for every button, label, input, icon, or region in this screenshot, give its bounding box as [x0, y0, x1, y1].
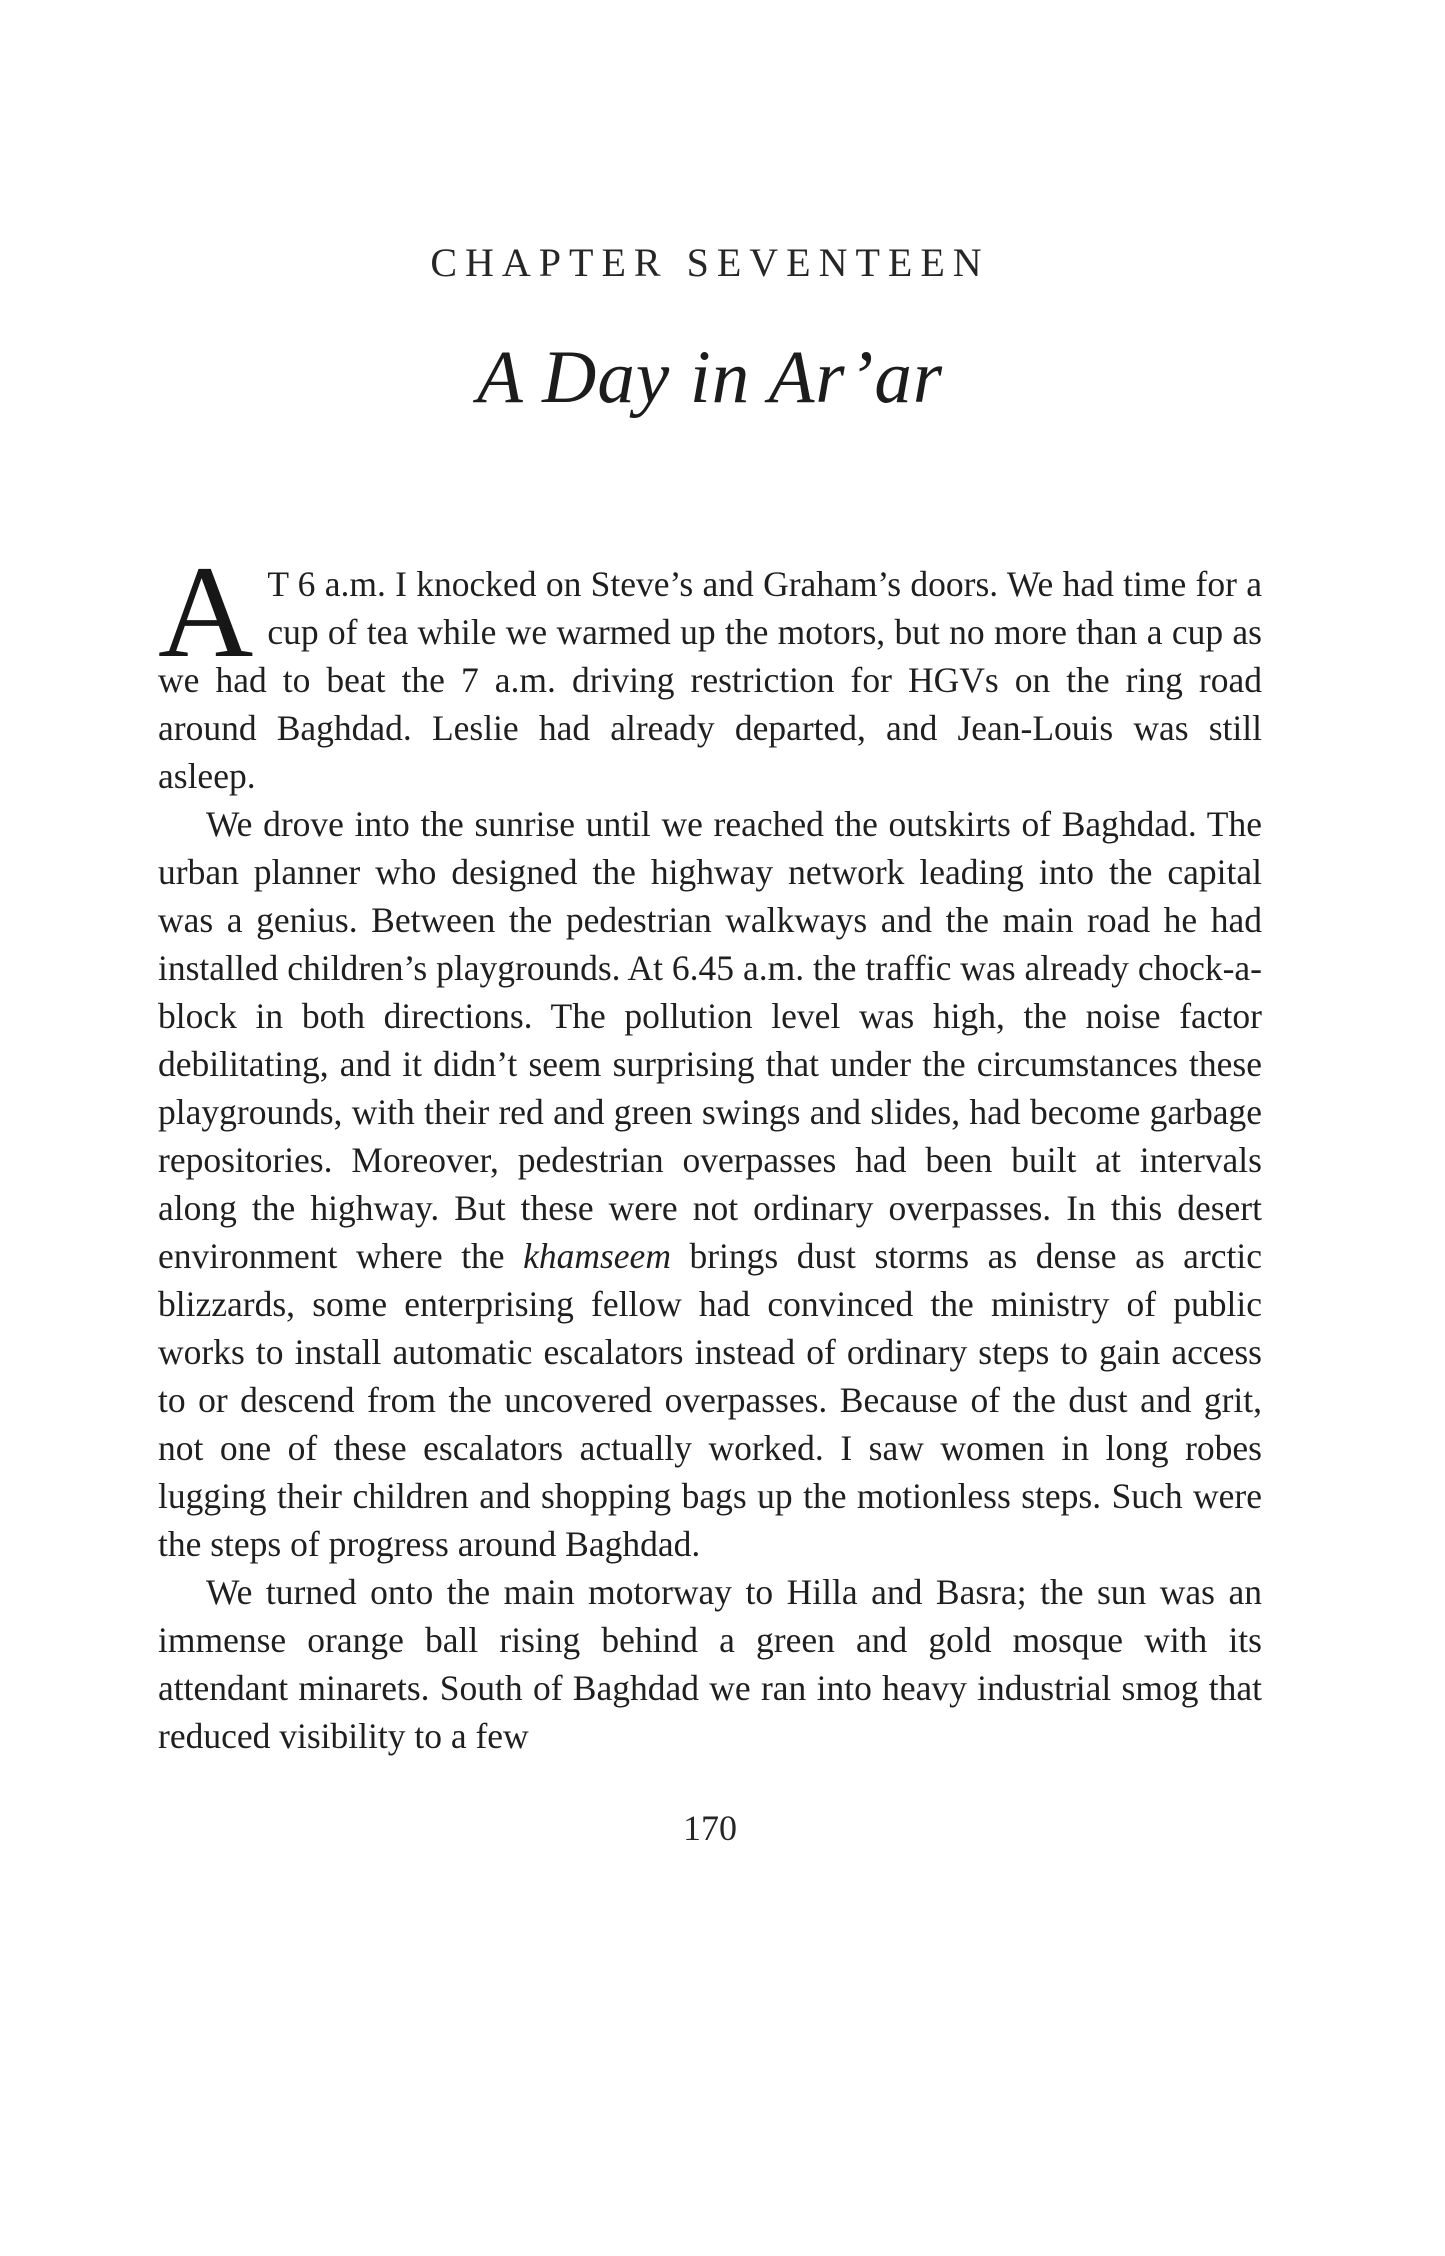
body-text-segment: We turned onto the main motorway to Hilla and Basra; the sun was an immense orange ball rising behind a green and gold mosque with its attendant minarets. South of Baghdad we ran into heavy industrial smog that reduced visibility to a few — [158, 1572, 1262, 1756]
paragraph — [158, 1568, 1262, 1760]
italic-term: khamseem — [523, 1236, 671, 1276]
body-text-segment: We drove into the sunrise until we reached the outskirts of Baghdad. The urban planner who designed the highway network leading into the capital was a genius. Between the pedestrian walkways and the main road he had installed children’s playgrounds. At 6.45 a.m. the traffic was already chock-a-block in both directions. The pollution level was high, the noise factor debilitating, and it didn’t seem surprising that under the circumstances these playgrounds, with their red and green swings and slides, had become garbage repositories. Moreover, pedestrian overpasses had been built at intervals along the highway. But these were not ordinary overpasses. In this desert environment where the — [158, 804, 1262, 1276]
drop-cap: A — [158, 538, 254, 685]
text-column — [158, 240, 1263, 1848]
page-number: 170 — [683, 1808, 737, 1848]
body-text-segment: brings dust storms as dense as arctic blizzards, some enterprising fellow had convinced the ministry of public works to install automatic escalators instead of ordinary steps to gain access to or descend from the uncovered overpasses. Because of the dust and grit, not one of these escalators actually worked. I saw women in long robes lugging their children and shopping bags up the motionless steps. Such were the steps of progress around Baghdad. — [158, 1236, 1263, 1564]
paragraph — [158, 800, 1262, 1568]
chapter-heading: CHAPTER SEVENTEEN — [430, 240, 990, 285]
paragraph — [158, 538, 1262, 800]
body-text — [158, 538, 1263, 1760]
chapter-title: A Day in Ar’ar — [476, 336, 944, 419]
body-text-segment: T 6 a.m. I knocked on Steve’s and Graham’s doors. We had time for a cup of tea while we warmed up the motors, but no more than a cup as we had to beat the 7 a.m. driving restriction for HGVs on the ring road around Baghdad. Leslie had already departed, and Jean-Louis was still asleep. — [158, 564, 1262, 796]
